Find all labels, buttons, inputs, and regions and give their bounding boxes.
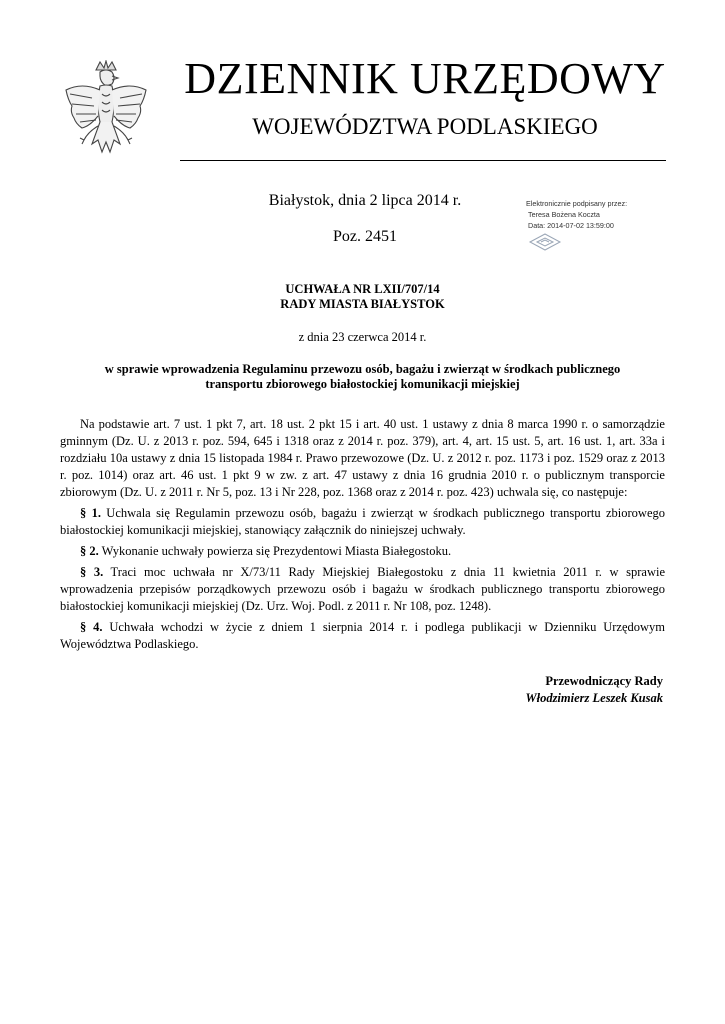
section-mark: § 4. (80, 620, 103, 634)
resolution-subject-line-2: transportu zbiorowego białostockiej komunikacji miejskiej (205, 377, 520, 391)
resolution-authority: RADY MIASTA BIAŁYSTOK (280, 297, 445, 311)
section-text: Wykonanie uchwały powierza się Prezydentowi Miasta Białegostoku. (98, 544, 452, 558)
section-text: Traci moc uchwała nr X/73/11 Rady Miejskiej Białegostoku z dnia 11 kwietnia 2011 r. w sprawie wprowadzenia przepisów porządkowych przewozu osób i bagażu w środkach publicznego transportu zbiorowego białostockiej komunikacji miejskiej (Dz. Urz. Woj. Podl. z 2011 r. Nr 108, poz. 1248). (60, 565, 665, 613)
signatory-name: Włodzimierz Leszek Kusak (525, 691, 663, 705)
section-mark: § 3. (80, 565, 104, 579)
polish-eagle-emblem (62, 60, 150, 168)
signature-check-icon (528, 232, 562, 252)
section-4 (60, 619, 665, 653)
signature-block (525, 673, 663, 707)
journal-subtitle: WOJEWÓDZTWA PODLASKIEGO (252, 114, 598, 139)
section-mark: § 1. (80, 506, 101, 520)
resolution-title (60, 282, 665, 312)
masthead-divider (180, 160, 666, 161)
resolution-body (60, 416, 665, 657)
section-2 (60, 543, 665, 560)
esig-line-name: Teresa Bożena Koczta (528, 210, 600, 219)
section-1 (60, 505, 665, 539)
resolution-subject-line-1: w sprawie wprowadzenia Regulaminu przewozu osób, bagażu i zwierząt w środkach publicznego (104, 362, 621, 376)
journal-title: DZIENNIK URZĘDOWY (184, 54, 666, 103)
preamble: Na podstawie art. 7 ust. 1 pkt 7, art. 18 ust. 2 pkt 15 i art. 40 ust. 1 ustawy z dnia 8 marca 1990 r. o samorządzie gminnym (Dz. U. z 2013 r. poz. 594, 645 i 1318 oraz z 2014 r. poz. 379), art. 4, art. 15 ust. 5, art. 16 ust. 1, art. 33a i rozdziału 10a ustawy z dnia 15 listopada 1984 r. Prawo przewozowe (Dz. U. z 2012 r. poz. 1173 i poz. 1529 oraz z 2013 r. poz. 1014) oraz art. 46 ust. 1 pkt 9 w zw. z art. 47 ustawy z dnia 16 grudnia 2010 r. o publicznym transporcie zbiorowym (Dz. U. z 2011 r. Nr 5, poz. 13 i Nr 228, poz. 1368 oraz z 2014 r. poz. 423) uchwala się, co następuje: (60, 417, 665, 499)
section-text: Uchwala się Regulamin przewozu osób, bagażu i zwierząt w środkach publicznego transportu zbiorowego białostockiej komunikacji miejskiej, stanowiący załącznik do niniejszej uchwały. (60, 506, 665, 537)
section-text: Uchwała wchodzi w życie z dniem 1 sierpnia 2014 r. i podlega publikacji w Dzienniku Urzędowym Województwa Podlaskiego. (60, 620, 665, 651)
electronic-signature-note (526, 198, 656, 231)
position-number: Poz. 2451 (333, 228, 397, 245)
resolution-date: z dnia 23 czerwca 2014 r. (298, 330, 427, 344)
esig-line-date: Data: 2014-07-02 13:59:00 (528, 221, 614, 230)
section-mark: § 2. (80, 544, 99, 558)
resolution-subject (60, 362, 665, 392)
place-and-date: Białystok, dnia 2 lipca 2014 r. (268, 192, 462, 209)
resolution-number: UCHWAŁA NR LXII/707/14 (285, 282, 440, 296)
signatory-role: Przewodniczący Rady (545, 674, 663, 688)
esig-line-signed-by: Elektronicznie podpisany przez: (526, 199, 628, 208)
section-3 (60, 564, 665, 615)
